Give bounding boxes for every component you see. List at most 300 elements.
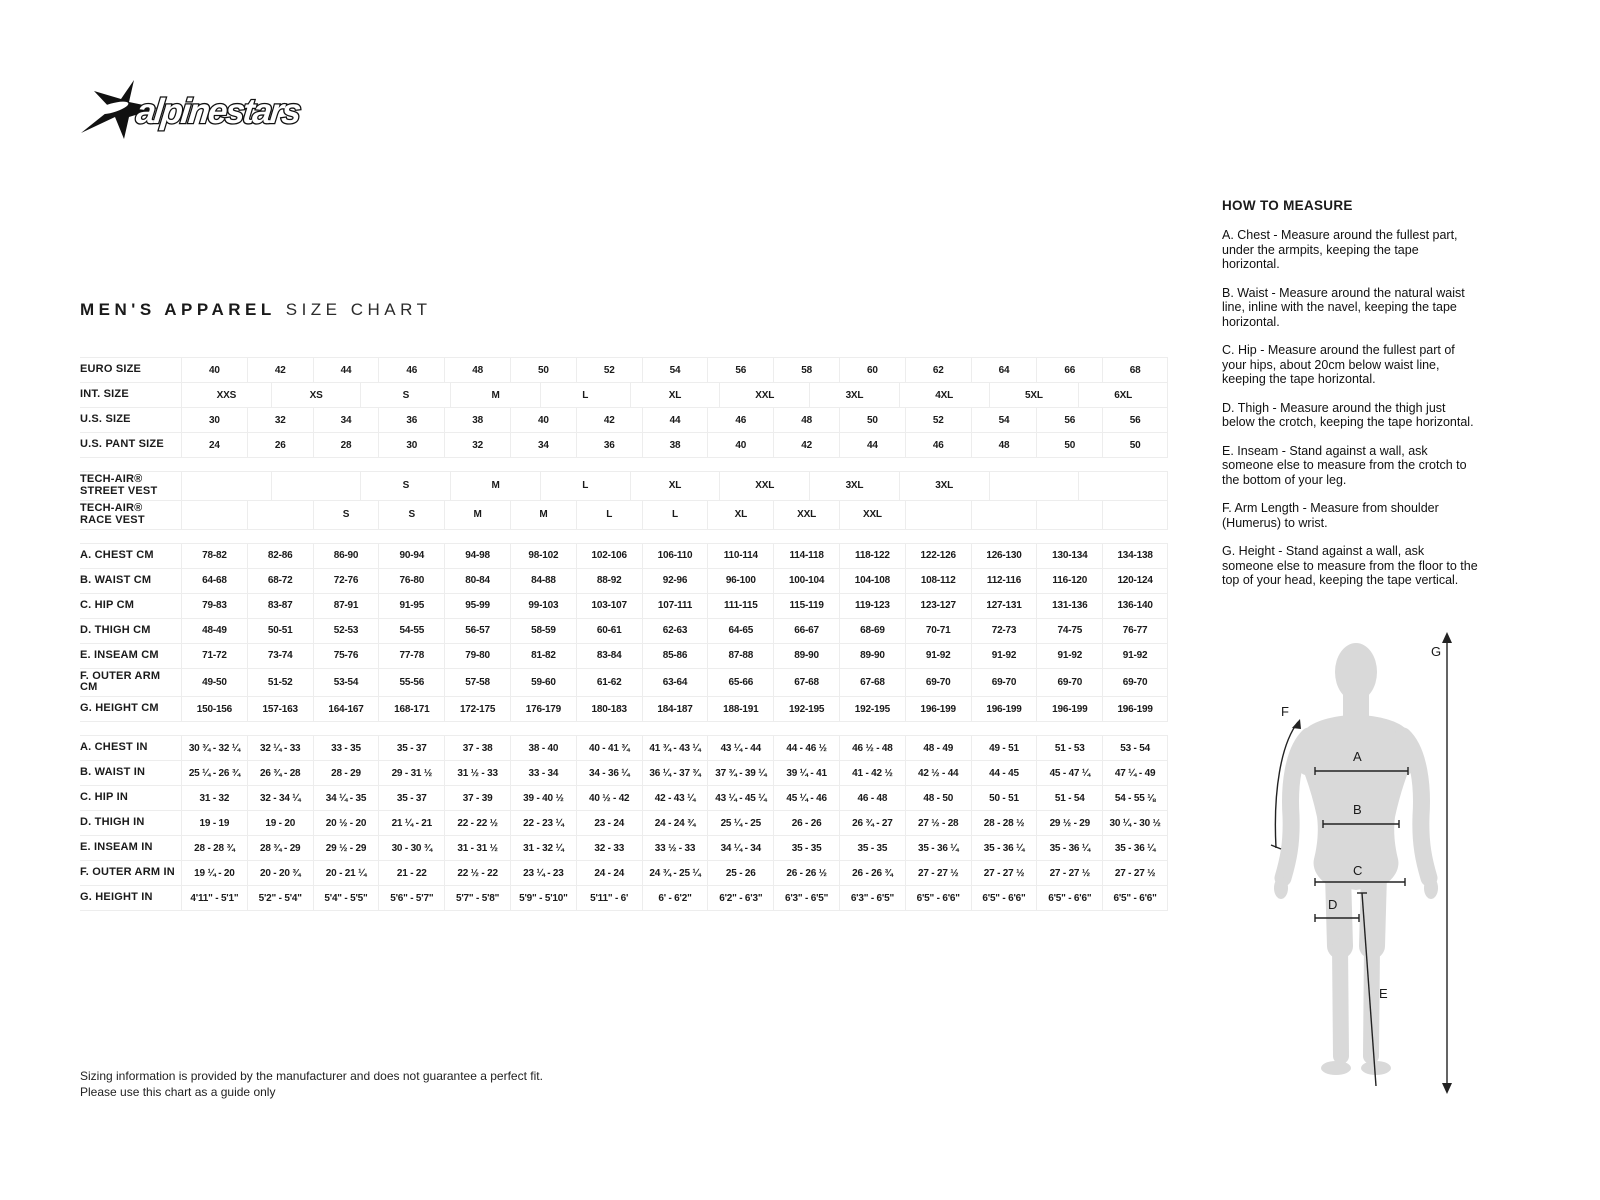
size-cell: 107-111: [642, 594, 708, 618]
size-cell: 168-171: [378, 697, 444, 721]
size-cell: 42 ½ - 44: [905, 761, 971, 785]
size-cell: 64: [971, 358, 1037, 382]
size-cell: 4'11" - 5'1": [181, 886, 247, 910]
size-cell: 71-72: [181, 644, 247, 668]
row-label: E. INSEAM IN: [80, 841, 153, 854]
size-cell: 196-199: [1102, 697, 1168, 721]
size-cell: 95-99: [444, 594, 510, 618]
size-cell: 22 - 22 ½: [444, 811, 510, 835]
size-cell: 54-55: [378, 619, 444, 643]
size-cell: 74-75: [1036, 619, 1102, 643]
measurements-cm-block: [80, 543, 1168, 723]
measure-instruction: D. Thigh - Measure around the thigh just below the crotch, keeping the tape horizontal.: [1222, 400, 1474, 429]
size-cell: [181, 472, 271, 500]
size-cell: 26 - 26 ½: [773, 861, 839, 885]
row-cells: [181, 472, 1168, 500]
size-cell: 6XL: [1078, 383, 1168, 407]
row-cells: [181, 811, 1168, 835]
size-cell: 6'5" - 6'6": [905, 886, 971, 910]
size-cell: 131-136: [1036, 594, 1102, 618]
size-cell: 91-92: [1036, 644, 1102, 668]
row-cells: [181, 358, 1168, 382]
size-cell: XS: [271, 383, 361, 407]
table-row: [80, 736, 1168, 761]
size-cell: 22 - 23 ¼: [510, 811, 576, 835]
size-cell: 180-183: [576, 697, 642, 721]
measure-instruction: B. Waist - Measure around the natural waist line, inline with the navel, keeping the tape horizontal.: [1222, 285, 1465, 329]
size-cell: 51 - 53: [1036, 736, 1102, 760]
size-cell: 110-114: [707, 544, 773, 568]
row-cells: [181, 408, 1168, 432]
size-cell: 122-126: [905, 544, 971, 568]
row-label: C. HIP CM: [80, 598, 135, 611]
row-label: B. WAIST CM: [80, 573, 152, 586]
size-cell: 76-77: [1102, 619, 1168, 643]
size-cell: 54 - 55 ⅛: [1102, 786, 1168, 810]
size-cell: 123-127: [905, 594, 971, 618]
table-row: [80, 383, 1168, 408]
size-cell: 21 ¼ - 21: [378, 811, 444, 835]
row-cells: [181, 619, 1168, 643]
size-cell: 3XL: [899, 472, 989, 500]
row-label: A. CHEST CM: [80, 548, 154, 561]
label-arm: F: [1281, 704, 1289, 719]
size-cell: 60-61: [576, 619, 642, 643]
size-cell: S: [378, 501, 444, 529]
size-cell: 50: [839, 408, 905, 432]
size-cell: 41 ¾ - 43 ¼: [642, 736, 708, 760]
size-cell: 52: [576, 358, 642, 382]
size-cell: 72-76: [313, 569, 379, 593]
size-cell: 56: [707, 358, 773, 382]
size-cell: 84-88: [510, 569, 576, 593]
size-cell: L: [642, 501, 708, 529]
size-cell: 130-134: [1036, 544, 1102, 568]
size-cell: 62: [905, 358, 971, 382]
row-label: TECH-AIR® STREET VEST: [80, 473, 158, 497]
size-cell: 103-107: [576, 594, 642, 618]
size-cell: 46: [905, 433, 971, 457]
size-cell: 44: [642, 408, 708, 432]
size-cell: 80-84: [444, 569, 510, 593]
row-label: U.S. SIZE: [80, 413, 131, 426]
size-cell: 40: [181, 358, 247, 382]
size-cell: 53-54: [313, 669, 379, 697]
measure-instructions: [1222, 228, 1478, 588]
table-row: [80, 569, 1168, 594]
size-cell: 172-175: [444, 697, 510, 721]
size-cell: 38 - 40: [510, 736, 576, 760]
size-cell: 36: [576, 433, 642, 457]
size-cell: L: [540, 383, 630, 407]
row-cells: [181, 669, 1168, 697]
size-cell: 26 - 26 ¾: [839, 861, 905, 885]
size-cell: 69-70: [1102, 669, 1168, 697]
size-cell: 26 - 26: [773, 811, 839, 835]
size-cell: 4XL: [899, 383, 989, 407]
size-cell: 35 - 35: [773, 836, 839, 860]
size-cell: 65-66: [707, 669, 773, 697]
size-cell: 72-73: [971, 619, 1037, 643]
size-cell: 44: [313, 358, 379, 382]
size-cell: 24 - 24 ¾: [642, 811, 708, 835]
size-cell: 40: [510, 408, 576, 432]
size-cell: 37 - 38: [444, 736, 510, 760]
size-cell: 33 - 34: [510, 761, 576, 785]
size-cell: 91-92: [971, 644, 1037, 668]
size-cell: 81-82: [510, 644, 576, 668]
table-row: [80, 433, 1168, 458]
size-cell: 56: [1102, 408, 1168, 432]
size-cell: 104-108: [839, 569, 905, 593]
size-cell: M: [510, 501, 576, 529]
row-label: A. CHEST IN: [80, 741, 148, 754]
size-cell: 196-199: [905, 697, 971, 721]
size-cell: 6' - 6'2": [642, 886, 708, 910]
size-cell: XL: [630, 472, 720, 500]
size-cell: 54: [642, 358, 708, 382]
size-cell: 40 ½ - 42: [576, 786, 642, 810]
size-cell: [247, 501, 313, 529]
size-cell: 48: [971, 433, 1037, 457]
row-cells: [181, 761, 1168, 785]
size-cell: 58-59: [510, 619, 576, 643]
size-cell: XL: [630, 383, 720, 407]
row-cells: [181, 644, 1168, 668]
size-cell: 35 - 36 ¼: [971, 836, 1037, 860]
size-cell: 91-92: [905, 644, 971, 668]
size-cell: 26 ¾ - 27: [839, 811, 905, 835]
size-cell: 67-68: [773, 669, 839, 697]
row-label: B. WAIST IN: [80, 766, 146, 779]
title-primary: MEN'S APPAREL: [80, 300, 276, 319]
size-cell: 70-71: [905, 619, 971, 643]
size-cell: 44: [839, 433, 905, 457]
size-cell: 32: [247, 408, 313, 432]
size-cell: 46: [707, 408, 773, 432]
size-cell: XXL: [719, 383, 809, 407]
table-row: [80, 786, 1168, 811]
size-cell: 91-92: [1102, 644, 1168, 668]
size-cell: 52-53: [313, 619, 379, 643]
size-cell: 99-103: [510, 594, 576, 618]
size-cell: 192-195: [773, 697, 839, 721]
size-cell: 76-80: [378, 569, 444, 593]
how-to-measure-panel: [1222, 198, 1478, 602]
size-cell: 127-131: [971, 594, 1037, 618]
row-cells: [181, 836, 1168, 860]
title-secondary: SIZE CHART: [285, 300, 432, 319]
size-cell: 35 - 35: [839, 836, 905, 860]
row-label: INT. SIZE: [80, 388, 129, 401]
size-cell: 61-62: [576, 669, 642, 697]
size-cell: 19 - 19: [181, 811, 247, 835]
size-cell: 68-69: [839, 619, 905, 643]
size-cell: 78-82: [181, 544, 247, 568]
measure-instruction: E. Inseam - Stand against a wall, ask someone else to measure from the crotch to the bottom of your leg.: [1222, 443, 1467, 487]
size-cell: 53 - 54: [1102, 736, 1168, 760]
size-cell: 5'4" - 5'5": [313, 886, 379, 910]
size-cell: 47 ¼ - 49: [1102, 761, 1168, 785]
size-cell: 31 - 32 ¼: [510, 836, 576, 860]
size-cell: 48: [444, 358, 510, 382]
size-cell: 33 ½ - 33: [642, 836, 708, 860]
size-cell: 30 - 30 ¾: [378, 836, 444, 860]
size-header-block: [80, 357, 1168, 458]
size-cell: 35 - 36 ¼: [1036, 836, 1102, 860]
size-cell: XL: [707, 501, 773, 529]
size-cell: 42 - 43 ¼: [642, 786, 708, 810]
size-cell: 56: [1036, 408, 1102, 432]
size-cell: 27 - 27 ½: [1102, 861, 1168, 885]
size-cell: 48 - 49: [905, 736, 971, 760]
size-cell: 164-167: [313, 697, 379, 721]
size-cell: 69-70: [1036, 669, 1102, 697]
size-cell: 42: [773, 433, 839, 457]
size-cell: 19 - 20: [247, 811, 313, 835]
size-cell: 28 ¾ - 29: [247, 836, 313, 860]
size-cell: 39 ¼ - 41: [773, 761, 839, 785]
size-cell: 57-58: [444, 669, 510, 697]
size-cell: 66-67: [773, 619, 839, 643]
size-cell: 52: [905, 408, 971, 432]
size-cell: 6'3" - 6'5": [839, 886, 905, 910]
size-cell: 6'2" - 6'3": [707, 886, 773, 910]
table-row: [80, 472, 1168, 501]
size-cell: 25 ¼ - 26 ¾: [181, 761, 247, 785]
size-cell: 188-191: [707, 697, 773, 721]
size-cell: [181, 501, 247, 529]
size-cell: 106-110: [642, 544, 708, 568]
row-cells: [181, 501, 1168, 529]
size-cell: 50-51: [247, 619, 313, 643]
size-cell: 48-49: [181, 619, 247, 643]
size-cell: 112-116: [971, 569, 1037, 593]
disclaimer-line1: Sizing information is provided by the manufacturer and does not guarantee a perfect fit.: [80, 1069, 543, 1083]
table-row: [80, 594, 1168, 619]
table-row: [80, 886, 1168, 911]
row-label: U.S. PANT SIZE: [80, 438, 164, 451]
size-cell: 42: [247, 358, 313, 382]
size-cell: S: [360, 383, 450, 407]
how-to-measure-title: HOW TO MEASURE: [1222, 198, 1353, 213]
size-cell: 40: [707, 433, 773, 457]
table-row: [80, 669, 1168, 698]
size-cell: 5'6" - 5'7": [378, 886, 444, 910]
row-cells: [181, 736, 1168, 760]
size-cell: 115-119: [773, 594, 839, 618]
size-cell: 196-199: [1036, 697, 1102, 721]
size-cell: 50: [1036, 433, 1102, 457]
label-waist: B: [1353, 802, 1362, 817]
size-cell: 184-187: [642, 697, 708, 721]
size-cell: 87-91: [313, 594, 379, 618]
table-row: [80, 761, 1168, 786]
size-cell: XXS: [181, 383, 271, 407]
size-cell: 88-92: [576, 569, 642, 593]
size-cell: 33 - 35: [313, 736, 379, 760]
size-cell: 83-84: [576, 644, 642, 668]
size-cell: 51-52: [247, 669, 313, 697]
size-cell: 86-90: [313, 544, 379, 568]
size-cell: 77-78: [378, 644, 444, 668]
size-cell: 92-96: [642, 569, 708, 593]
size-cell: 27 ½ - 28: [905, 811, 971, 835]
size-cell: 6'5" - 6'6": [1036, 886, 1102, 910]
size-cell: 30 ¾ - 32 ¼: [181, 736, 247, 760]
size-cell: 69-70: [971, 669, 1037, 697]
size-cell: 34 ¼ - 35: [313, 786, 379, 810]
size-cell: 40 - 41 ¾: [576, 736, 642, 760]
size-cell: 24 - 24: [576, 861, 642, 885]
row-cells: [181, 861, 1168, 885]
size-cell: 44 - 46 ½: [773, 736, 839, 760]
logo-wordmark: alpinestars: [134, 92, 302, 131]
size-cell: 59-60: [510, 669, 576, 697]
row-cells: [181, 544, 1168, 568]
size-cell: S: [313, 501, 379, 529]
row-label: D. THIGH IN: [80, 816, 145, 829]
size-cell: 3XL: [809, 472, 899, 500]
size-cell: 6'5" - 6'6": [1102, 886, 1168, 910]
row-label: EURO SIZE: [80, 363, 142, 376]
size-cell: 20 ½ - 20: [313, 811, 379, 835]
size-cell: [989, 472, 1079, 500]
table-row: [80, 861, 1168, 886]
row-label: C. HIP IN: [80, 791, 129, 804]
table-row: [80, 358, 1168, 383]
size-cell: 21 - 22: [378, 861, 444, 885]
size-cell: 34 ¼ - 34: [707, 836, 773, 860]
size-cell: 50: [510, 358, 576, 382]
size-cell: 150-156: [181, 697, 247, 721]
size-cell: 3XL: [809, 383, 899, 407]
size-cell: 58: [773, 358, 839, 382]
size-cell: 60: [839, 358, 905, 382]
size-cell: 62-63: [642, 619, 708, 643]
size-cell: [271, 472, 361, 500]
size-cell: 118-122: [839, 544, 905, 568]
size-cell: 31 ½ - 33: [444, 761, 510, 785]
size-cell: 34 - 36 ¼: [576, 761, 642, 785]
size-cell: [1078, 472, 1168, 500]
size-cell: 108-112: [905, 569, 971, 593]
size-cell: 6'5" - 6'6": [971, 886, 1037, 910]
size-cell: 5'7" - 5'8": [444, 886, 510, 910]
size-cell: 26 ¾ - 28: [247, 761, 313, 785]
size-cell: 43 ¼ - 45 ¼: [707, 786, 773, 810]
size-cell: 5'9" - 5'10": [510, 886, 576, 910]
row-cells: [181, 697, 1168, 721]
size-cell: S: [360, 472, 450, 500]
size-cell: 20 - 21 ¼: [313, 861, 379, 885]
size-cell: 69-70: [905, 669, 971, 697]
tech-air-block: [80, 471, 1168, 530]
size-cell: 91-95: [378, 594, 444, 618]
size-cell: 31 - 32: [181, 786, 247, 810]
size-cell: 75-76: [313, 644, 379, 668]
table-row: [80, 697, 1168, 722]
size-cell: 48 - 50: [905, 786, 971, 810]
row-label: D. THIGH CM: [80, 623, 151, 636]
size-cell: 111-115: [707, 594, 773, 618]
size-cell: 100-104: [773, 569, 839, 593]
table-row: [80, 544, 1168, 569]
size-cell: 36 ¼ - 37 ¾: [642, 761, 708, 785]
size-cell: 23 - 24: [576, 811, 642, 835]
size-cell: 5'2" - 5'4": [247, 886, 313, 910]
size-cell: 56-57: [444, 619, 510, 643]
size-cell: [971, 501, 1037, 529]
table-row: [80, 836, 1168, 861]
size-cell: 196-199: [971, 697, 1037, 721]
row-label: G. HEIGHT CM: [80, 702, 159, 715]
size-cell: 87-88: [707, 644, 773, 668]
size-cell: 28 - 29: [313, 761, 379, 785]
size-cell: 46: [378, 358, 444, 382]
size-cell: 49-50: [181, 669, 247, 697]
size-cell: 37 - 39: [444, 786, 510, 810]
size-cell: 98-102: [510, 544, 576, 568]
size-cell: 79-80: [444, 644, 510, 668]
size-cell: XXL: [773, 501, 839, 529]
row-cells: [181, 594, 1168, 618]
size-cell: M: [444, 501, 510, 529]
label-hip: C: [1353, 863, 1363, 878]
size-cell: 49 - 51: [971, 736, 1037, 760]
size-cell: 90-94: [378, 544, 444, 568]
size-cell: 85-86: [642, 644, 708, 668]
size-cell: 30 ¼ - 30 ½: [1102, 811, 1168, 835]
row-label: F. OUTER ARM IN: [80, 866, 175, 879]
size-cell: 119-123: [839, 594, 905, 618]
size-cell: 30: [378, 433, 444, 457]
size-cell: 25 - 26: [707, 861, 773, 885]
size-cell: 50: [1102, 433, 1168, 457]
size-cell: 24: [181, 433, 247, 457]
size-cell: 136-140: [1102, 594, 1168, 618]
size-cell: 6'3" - 6'5": [773, 886, 839, 910]
alpinestars-logo: [78, 78, 348, 142]
size-cell: L: [540, 472, 630, 500]
page-title: [80, 300, 432, 320]
size-cell: 34: [313, 408, 379, 432]
size-cell: 89-90: [839, 644, 905, 668]
body-silhouette: [1274, 643, 1438, 1075]
size-cell: 23 ¼ - 23: [510, 861, 576, 885]
size-cell: 35 - 36 ¼: [905, 836, 971, 860]
size-cell: 39 - 40 ½: [510, 786, 576, 810]
row-label: G. HEIGHT IN: [80, 891, 153, 904]
size-cell: 55-56: [378, 669, 444, 697]
size-cell: 32: [444, 433, 510, 457]
size-cell: 28 - 28 ¾: [181, 836, 247, 860]
size-cell: 27 - 27 ½: [971, 861, 1037, 885]
measure-instruction: G. Height - Stand against a wall, ask someone else to measure from the floor to the top of your head, keeping the tape vertical.: [1222, 544, 1478, 587]
size-cell: 27 - 27 ½: [905, 861, 971, 885]
size-cell: 29 - 31 ½: [378, 761, 444, 785]
size-cell: 35 - 37: [378, 786, 444, 810]
measure-instruction: A. Chest - Measure around the fullest part, under the armpits, keeping the tape horizontal.: [1222, 228, 1458, 271]
size-cell: 35 - 36 ¼: [1102, 836, 1168, 860]
size-cell: 29 ½ - 29: [313, 836, 379, 860]
size-cell: 79-83: [181, 594, 247, 618]
size-cell: 30: [181, 408, 247, 432]
size-cell: 26: [247, 433, 313, 457]
size-cell: 134-138: [1102, 544, 1168, 568]
size-cell: 68-72: [247, 569, 313, 593]
size-cell: 42: [576, 408, 642, 432]
